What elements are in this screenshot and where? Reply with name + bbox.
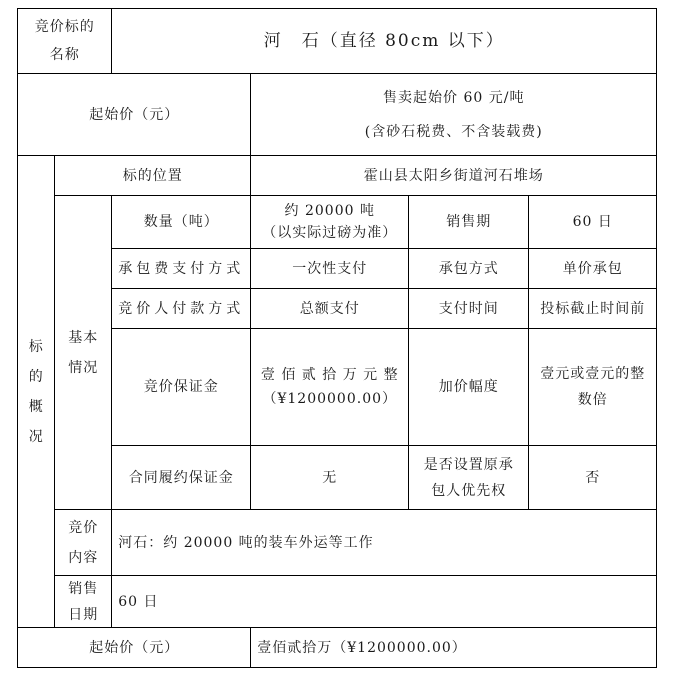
contract-fee-payment-label-cell (111, 248, 251, 289)
contract-mode-label-cell (408, 248, 529, 289)
sale-date-value: 60 日 (118, 593, 159, 610)
increment-value-cell (528, 328, 657, 446)
quantity-value-cell (250, 195, 409, 249)
contract-mode-label: 承包方式 (438, 260, 499, 277)
item-name-label-line1: 竞价标的 (34, 19, 95, 36)
contract-mode-value: 单价承包 (562, 260, 623, 277)
performance-bond-label: 合同履约保证金 (128, 469, 234, 486)
overview-char-2: 的 (28, 368, 44, 385)
basic-info-label-line2: 情况 (68, 359, 99, 376)
sale-date-label-line1: 销售 (68, 580, 99, 597)
bid-deposit-value-line2: （¥1200000.00） (262, 391, 398, 408)
bidder-payment-value: 总额支付 (299, 300, 360, 317)
bid-content-value-cell (111, 509, 657, 576)
priority-label-cell (408, 445, 529, 510)
priority-value-cell (528, 445, 657, 510)
bid-deposit-value-line1: 壹 佰 贰 拾 万 元 整 (260, 367, 399, 384)
starting-price-value-line1: 售卖起始价 60 元/吨 (383, 89, 525, 106)
starting-price-value-line2: (含砂石税费、不含装载费) (364, 123, 543, 140)
item-name-label-cell (17, 8, 112, 74)
performance-bond-value-cell (250, 445, 409, 510)
location-value-cell (250, 155, 657, 196)
starting-price-bottom-label: 起始价（元） (89, 639, 180, 656)
payment-time-value-cell (528, 288, 657, 329)
contract-fee-payment-value-cell (250, 248, 409, 289)
item-name-value-cell (111, 8, 657, 74)
contract-fee-payment-label: 承包费支付方式 (118, 260, 245, 277)
starting-price-bottom-value: 壹佰贰拾万（¥1200000.00） (257, 639, 467, 656)
location-value: 霍山县太阳乡街道河石堆场 (363, 167, 544, 184)
location-label: 标的位置 (122, 167, 183, 184)
performance-bond-label-cell (111, 445, 251, 510)
bid-content-label-line1: 竞价 (68, 519, 99, 536)
payment-time-label: 支付时间 (438, 300, 499, 317)
basic-info-label-line1: 基本 (68, 329, 99, 346)
bidder-payment-label-cell (111, 288, 251, 329)
sale-date-label-line2: 日期 (68, 606, 99, 623)
bid-deposit-value-cell (250, 328, 409, 446)
bid-content-label-line2: 内容 (68, 549, 99, 566)
sale-period-label-cell (408, 195, 529, 249)
overview-char-4: 况 (28, 428, 44, 445)
sale-date-label-cell (54, 575, 112, 628)
priority-label-line1: 是否设置原承 (423, 456, 514, 473)
payment-time-value: 投标截止时间前 (540, 300, 646, 317)
starting-price-label: 起始价（元） (89, 106, 180, 123)
quantity-label-cell (111, 195, 251, 249)
increment-value-line1: 壹元或壹元的整 (540, 366, 646, 383)
starting-price-bottom-label-cell (17, 627, 251, 668)
overview-char-3: 概 (28, 398, 44, 415)
sale-period-label: 销售期 (446, 214, 492, 231)
quantity-value-line2: （以实际过磅为准） (262, 225, 398, 242)
starting-price-label-cell (17, 73, 251, 156)
bid-deposit-label: 竞价保证金 (143, 379, 219, 396)
bidder-payment-label: 竞价人付款方式 (118, 300, 245, 317)
bid-deposit-label-cell (111, 328, 251, 446)
starting-price-value-cell (250, 73, 657, 156)
sale-date-value-cell (111, 575, 657, 628)
contract-mode-value-cell (528, 248, 657, 289)
increment-label: 加价幅度 (438, 379, 499, 396)
contract-fee-payment-value: 一次性支付 (292, 260, 368, 277)
bidder-payment-value-cell (250, 288, 409, 329)
location-label-cell (54, 155, 251, 196)
overview-char-1: 标 (28, 338, 44, 355)
priority-label-line2: 包人优先权 (431, 482, 507, 499)
basic-info-label-cell (54, 195, 112, 510)
item-name-label-line2: 名称 (49, 47, 80, 64)
overview-group-label-cell (17, 155, 55, 628)
bid-content-value: 河石：约 20000 吨的装车外运等工作 (118, 534, 374, 551)
priority-value: 否 (585, 469, 601, 486)
increment-label-cell (408, 328, 529, 446)
quantity-value-line1: 约 20000 吨 (284, 203, 375, 220)
increment-value-line2: 数倍 (577, 392, 608, 409)
sale-period-value: 60 日 (572, 214, 613, 231)
bid-content-label-cell (54, 509, 112, 576)
sale-period-value-cell (528, 195, 657, 249)
performance-bond-value: 无 (322, 469, 338, 486)
starting-price-bottom-value-cell (250, 627, 657, 668)
payment-time-label-cell (408, 288, 529, 329)
item-name-value: 河 石（直径 80cm 以下） (263, 31, 505, 52)
quantity-label: 数量（吨） (143, 214, 219, 231)
